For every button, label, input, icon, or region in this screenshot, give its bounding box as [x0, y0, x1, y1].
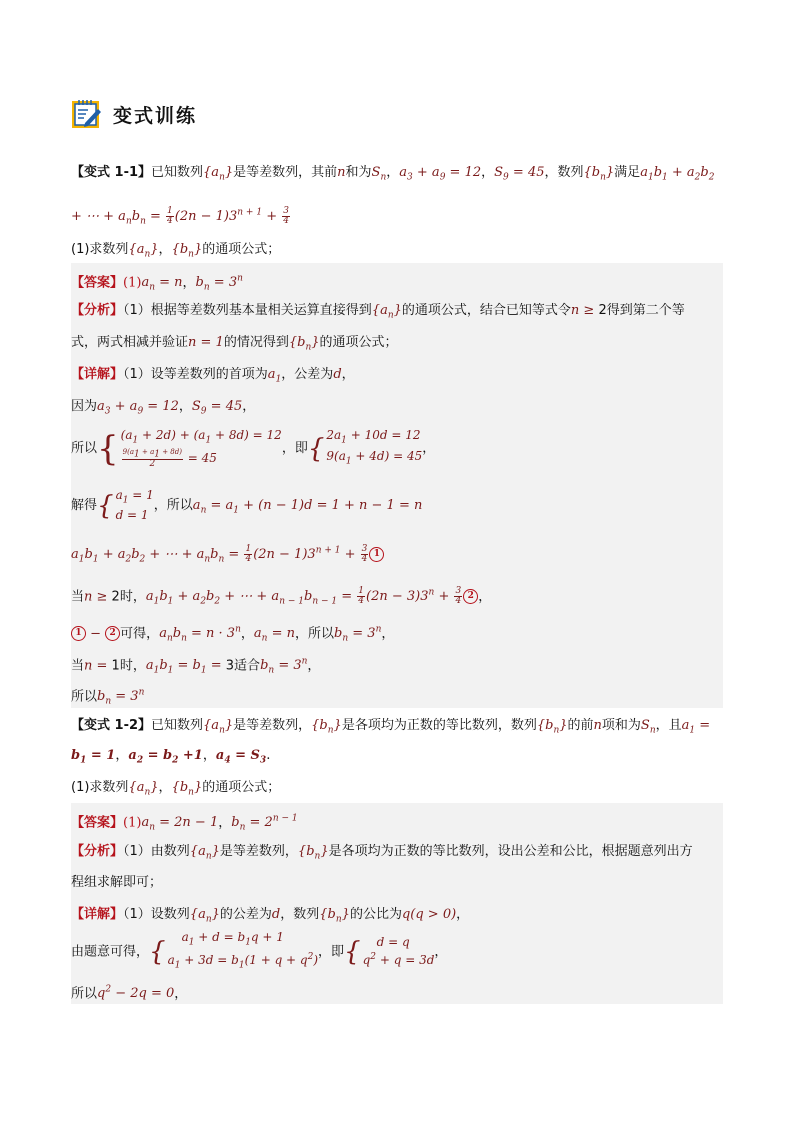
detail-2-line-3: 所以$q^2 - 2q = 0$， — [71, 985, 188, 1002]
detail-1-check: 当n = 1时，$a_1b_1 = b_1 = 3$适合$b_n = 3^n$， — [71, 657, 321, 676]
detail-1-eq-2: 当n ≥ 2时，$a_1b_1 + a_2b_2$ + ⋯ + $a_{n - 1}b_{n - 1}$ = $\frac{1}{4}$ $(2n - 3)3^n$ + $\frac{3}{4}$ 2 ， — [71, 586, 492, 606]
problem-1-1-line-2: + ⋯ + $a_nb_n$ = $\frac{1}{4}$ $(2n - 1)3^{n + 1}$ + $\frac{3}{4}$ — [71, 206, 289, 226]
section-title: 变式训练 — [113, 104, 198, 127]
analysis-2-line-1: 【分析】（1）由数列$\{a_n\}$是等差数列，$\{b_n\}$是各项均为正数的等比数列，设出公差和公比，根据题意列出方 — [71, 844, 693, 862]
question-2: (1)求数列$\{a_n\}$，$\{b_n\}$的通项公式； — [71, 780, 281, 798]
detail-1-conclusion: 所以$b_n = 3^n$ — [71, 688, 145, 707]
analysis-2-line-2: 程组求解即可； — [71, 875, 163, 890]
problem-1-2-line-1: 【变式 1-2】已知数列$\{a_n\}$是等差数列，$\{b_n\}$是各项均为正数的等比数列，数列$\{b_n\}$的前n项和为$S_n$，且$a_1$ = — [71, 718, 711, 736]
problem-label: 【变式 1-1】 — [71, 165, 152, 180]
detail-1-eq-1: $a_1b_1 + a_2b_2$ + ⋯ + $a_nb_n$ = $\frac{1}{4}$ $(2n - 1)3^{n + 1}$ + $\frac{3}{4}$ 1 — [71, 538, 723, 564]
detail-2-system: 由题意可得， { $a_1 + d = b_1q + 1$ $a_1 + 3d = b_1(1 + q + q^2)$ ，即 { d = q $q^2 + q = 3d$ ， — [71, 930, 448, 970]
detail-1-system-1: 所以 { $(a_1 + 2d) + (a_1 + 8d) = 12$ $\frac{9(a_1 + a_1 + 8d)}{2}$ = 45 ，即 { $2a_1 + 10d = 12$ $9(a_1 + 4d) = 45$ ， — [71, 427, 436, 470]
answer-1: 【答案】$(1)a_n = n$，$b_n = 3^n$ — [71, 274, 243, 293]
answer-2: 【答案】$(1)a_n = 2n - 1$，$b_n = 2^{n - 1}$ — [71, 814, 298, 833]
problem-label: 【变式 1-2】 — [71, 718, 152, 733]
detail-1-line-1: 【详解】（1）设等差数列的首项为$a_1$，公差为d， — [71, 367, 355, 385]
notebook-pencil-icon — [71, 98, 103, 130]
detail-1-line-2: 因为$a_3 + a_9 = 12$，$S_9 = 45$， — [71, 399, 256, 417]
detail-1-subtract: 1 − 2 可得，$a_nb_n = n \cdot 3^n$，$a_n = n$，所以$b_n = 3^n$， — [71, 620, 723, 649]
analysis-1-line-1: 【分析】（1）根据等差数列基本量相关运算直接得到$\{a_n\}$的通项公式，结合已知等式令n ≥ 2得到第二个等 — [71, 303, 685, 321]
detail-1-solve: 解得 { $a_1 = 1$ d = 1 ，所以$a_n = a_1 + (n - 1)d = 1 + n - 1 = n$ — [71, 488, 423, 523]
analysis-1-line-2: 式，两式相减并验证n = 1的情况得到$\{b_n\}$的通项公式； — [71, 335, 398, 353]
problem-1-1-line-1: 【变式 1-1】已知数列$\{a_n\}$是等差数列，其前n和为$S_n$，$a_3 + a_9 = 12$，$S_9 = 45$，数列$\{b_n\}$满足$a_1b_1 + a_2b_2$ — [71, 165, 715, 183]
detail-2-line-1: 【详解】（1）设数列$\{a_n\}$的公差为d，数列$\{b_n\}$的公比为q(q > 0)， — [71, 907, 470, 925]
problem-1-2-line-2: $b_1 = 1$，$a_2 = b_2 +1$，$a_4 = S_3$. — [71, 748, 271, 766]
question-1: (1)求数列$\{a_n\}$，$\{b_n\}$的通项公式； — [71, 242, 281, 260]
section-header — [71, 96, 197, 132]
